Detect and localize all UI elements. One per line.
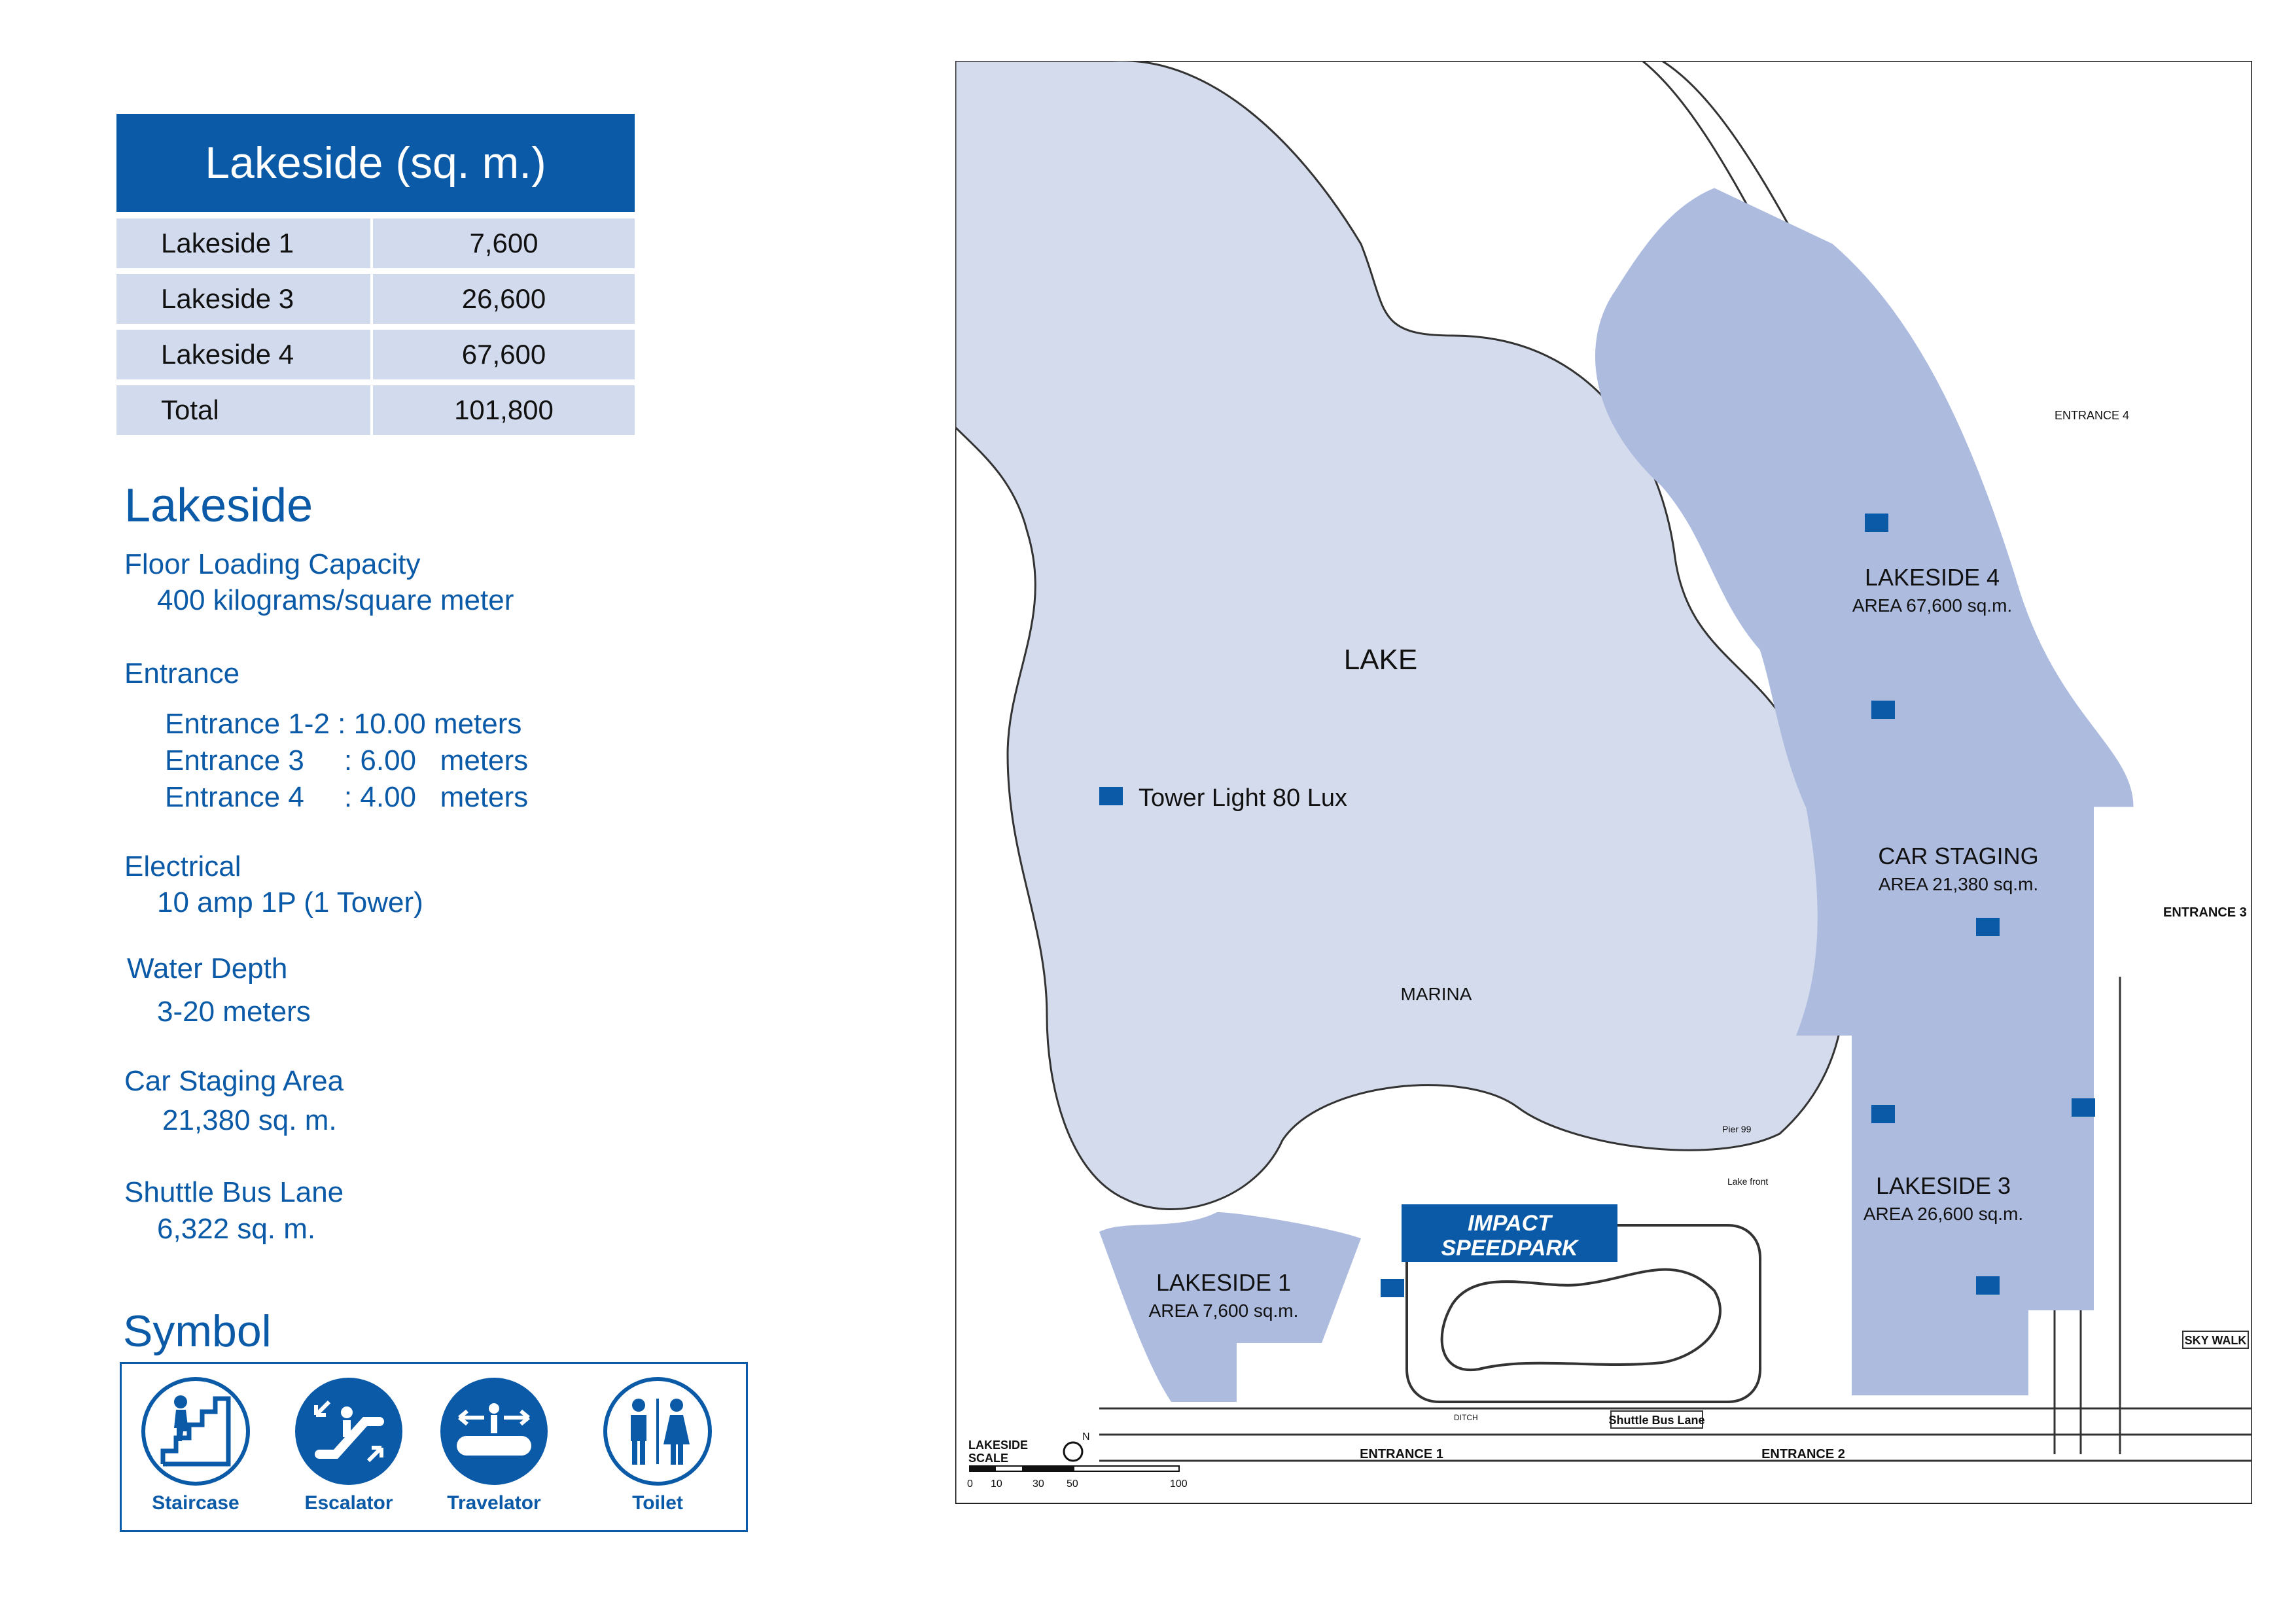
car-staging-label: Car Staging Area — [124, 1065, 344, 1097]
scale-label-1: LAKESIDE — [968, 1439, 1029, 1452]
shuttle-bus-lane-label: Shuttle Bus Lane — [1608, 1414, 1705, 1427]
scale-tick: 10 — [991, 1478, 1002, 1490]
table-row — [116, 330, 635, 379]
scale-bar-segment — [970, 1466, 996, 1471]
logo-line-1: IMPACT — [1468, 1211, 1551, 1236]
lakeside-1-name: LAKESIDE 1 — [1156, 1269, 1292, 1296]
tower-light-icon — [1099, 787, 1123, 805]
symbol-toilet — [602, 1376, 713, 1514]
tower-light-icon — [1865, 514, 1888, 532]
tower-light-icon — [1976, 1276, 2000, 1295]
staircase-icon — [140, 1376, 251, 1487]
info-heading: Lakeside — [124, 480, 313, 532]
symbol-legend — [120, 1362, 748, 1532]
symbol-title: Symbol — [123, 1306, 272, 1356]
row-value: 67,600 — [373, 330, 635, 379]
site-map — [955, 61, 2252, 1504]
row-name: Lakeside 1 — [116, 218, 370, 268]
entrance-2-label: ENTRANCE 2 — [1761, 1447, 1845, 1461]
row-name: Lakeside 4 — [116, 330, 370, 379]
lakeside-1-area: AREA 7,600 sq.m. — [1148, 1300, 1299, 1321]
scale-tick: 0 — [967, 1478, 973, 1490]
floor-loading-value: 400 kilograms/square meter — [157, 584, 514, 616]
sky-walk-label: SKY WALK — [2184, 1334, 2247, 1347]
tower-light-icon — [1381, 1279, 1404, 1297]
toilet-icon — [602, 1376, 713, 1487]
table-title: Lakeside (sq. m.) — [116, 114, 635, 212]
entrance-1-label: ENTRANCE 1 — [1360, 1447, 1443, 1461]
entrance-label: Entrance — [124, 657, 240, 689]
lakeside-4-name: LAKESIDE 4 — [1864, 564, 2000, 591]
north-label: N — [1082, 1431, 1090, 1442]
scale-bar-segment — [1022, 1466, 1074, 1471]
table-row — [116, 274, 635, 324]
tower-light-icon — [1871, 701, 1895, 719]
entrance-4-label: ENTRANCE 4 — [2055, 409, 2130, 422]
logo-line-2: SPEEDPARK — [1441, 1236, 1578, 1261]
entrance-4: Entrance 4 : 4.00 meters — [165, 781, 529, 813]
car-staging-area: AREA 21,380 sq.m. — [1878, 874, 2039, 894]
tower-light-label: Tower Light 80 Lux — [1139, 784, 1347, 812]
row-name: Lakeside 3 — [116, 274, 370, 324]
row-value: 26,600 — [373, 274, 635, 324]
travelator-icon — [438, 1376, 550, 1487]
symbol-label: Toilet — [632, 1492, 683, 1514]
scale-tick: 50 — [1067, 1478, 1078, 1490]
electrical-label: Electrical — [124, 850, 241, 882]
shuttle-value: 6,322 sq. m. — [157, 1213, 316, 1245]
escalator-icon — [293, 1376, 404, 1487]
lakeside-3-area: AREA 26,600 sq.m. — [1863, 1204, 2024, 1224]
shuttle-label: Shuttle Bus Lane — [124, 1176, 344, 1208]
symbol-travelator — [438, 1376, 550, 1514]
tower-light-icon — [2072, 1098, 2095, 1117]
ditch-label: DITCH — [1454, 1413, 1478, 1422]
row-name: Total — [116, 385, 370, 435]
lakeside-3-name: LAKESIDE 3 — [1875, 1172, 2011, 1199]
symbol-label: Travelator — [447, 1492, 541, 1514]
entrance-3: Entrance 3 : 6.00 meters — [165, 744, 529, 777]
water-depth-label: Water Depth — [127, 952, 288, 985]
electrical-value: 10 amp 1P (1 Tower) — [157, 886, 423, 918]
tower-light-icon — [1871, 1105, 1895, 1123]
scale-tick: 100 — [1170, 1478, 1188, 1490]
lake-front-label: Lake front — [1727, 1176, 1769, 1187]
pier-label: Pier 99 — [1722, 1124, 1752, 1134]
car-staging-name: CAR STAGING — [1878, 843, 2039, 869]
marina-label: MARINA — [1400, 984, 1472, 1004]
zone-car-staging — [1796, 807, 2094, 1036]
symbol-escalator — [293, 1376, 404, 1514]
scale-label-2: SCALE — [968, 1452, 1009, 1465]
symbol-label: Escalator — [304, 1492, 393, 1514]
entrance-1-2: Entrance 1-2 : 10.00 meters — [165, 708, 522, 740]
lakeside-4-area: AREA 67,600 sq.m. — [1852, 595, 2013, 616]
water-depth-value: 3-20 meters — [157, 996, 311, 1028]
row-value: 101,800 — [373, 385, 635, 435]
table-row — [116, 218, 635, 268]
entrance-3-label: ENTRANCE 3 — [2163, 905, 2247, 920]
symbol-label: Staircase — [152, 1492, 239, 1514]
floor-loading-label: Floor Loading Capacity — [124, 548, 421, 580]
car-staging-value: 21,380 sq. m. — [162, 1104, 337, 1136]
row-value: 7,600 — [373, 218, 635, 268]
table-row — [116, 385, 635, 435]
scale-tick: 30 — [1033, 1478, 1044, 1490]
symbol-staircase — [140, 1376, 251, 1514]
tower-light-icon — [1976, 918, 2000, 936]
lake-label: LAKE — [1343, 644, 1418, 676]
